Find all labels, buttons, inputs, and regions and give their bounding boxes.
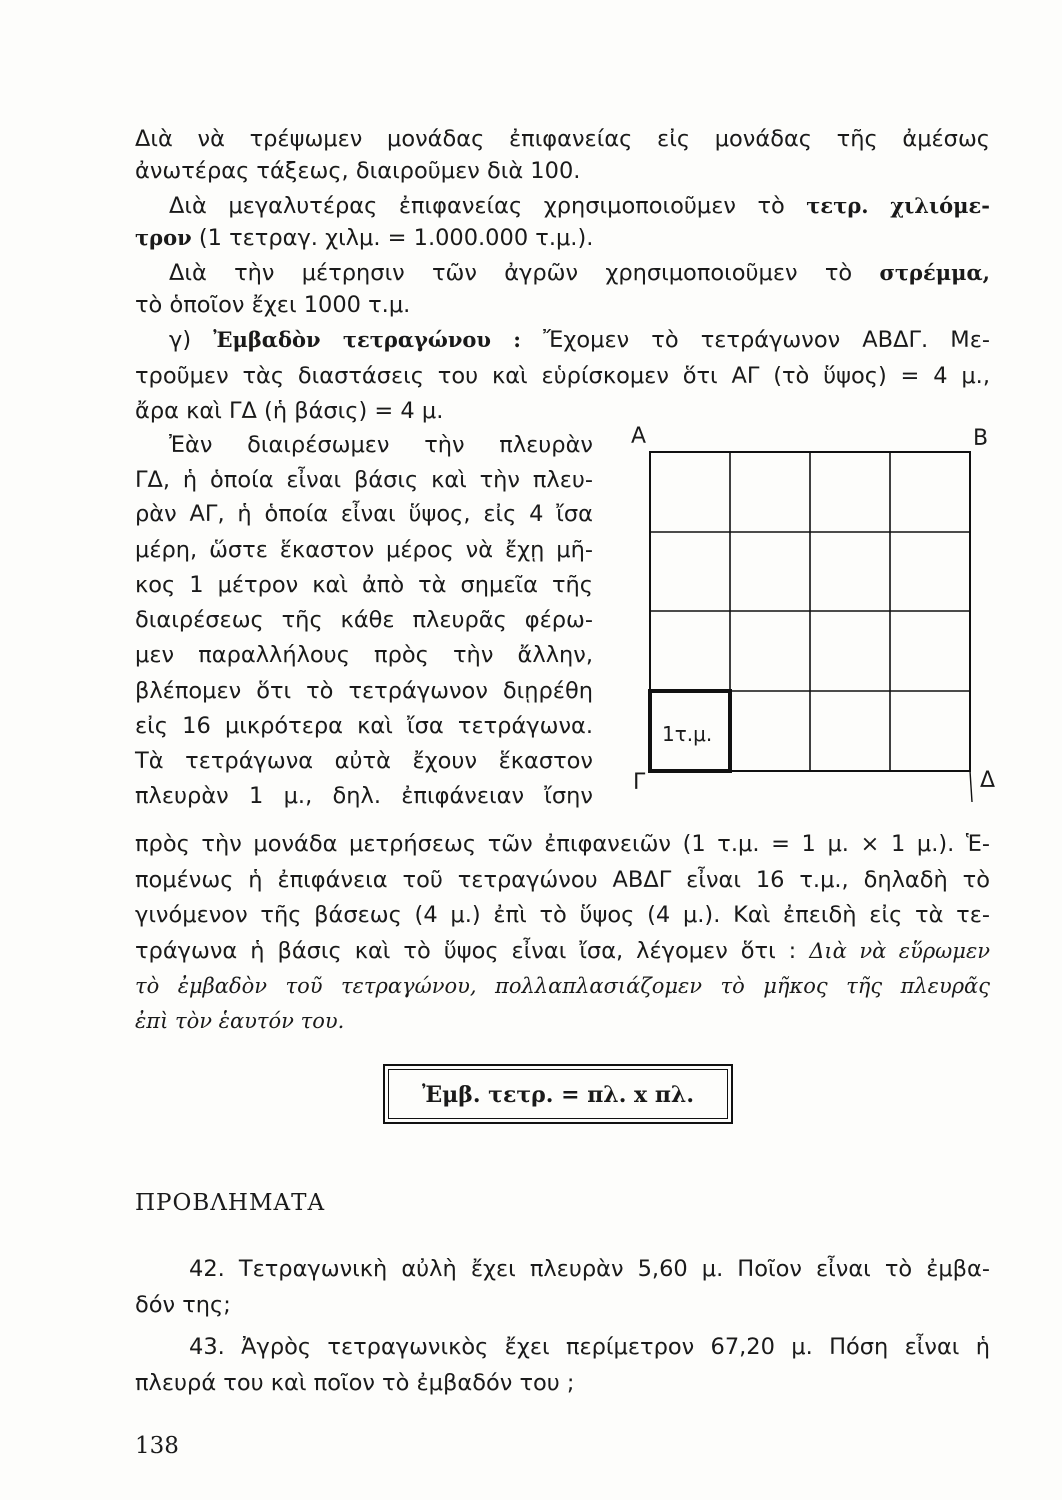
text-span: τράγωνα ἡ βάσις καὶ τὸ ὕψος εἶναι ἴσα, λέγομεν ὅτι : (135, 938, 810, 964)
term-square-kilometer: τετρ. χιλιόμε- (806, 193, 990, 218)
text-span: Διὰ μεγαλυτέρας ἐπιφανείας χρησιμοποιοῦμεν τὸ (169, 193, 807, 219)
text-line: ΓΔ, ἡ ὁποία εἶναι βάσις καὶ τὴν πλευ- (135, 467, 593, 493)
text-line: πλευρὰν 1 μ., δηλ. ἐπιφάνειαν ἴσην (135, 783, 593, 809)
vertex-label-g: Γ (633, 770, 646, 795)
vertex-label-b: Β (973, 426, 989, 451)
vertex-label-d: Δ (980, 768, 996, 793)
text-line: Διὰ νὰ τρέψωμεν μονάδας ἐπιφανείας εἰς μονάδας τῆς ἀμέσως (135, 126, 990, 152)
unit-square-label: 1τ.μ. (662, 722, 713, 746)
text-line (135, 227, 593, 250)
vertex-label-a: Α (631, 424, 647, 449)
text-line: ἄρα καὶ ΓΔ (ἡ βάσις) = 4 μ. (135, 398, 444, 424)
text-line: διαιρέσεως τῆς κάθε πλευρᾶς φέρω- (135, 607, 593, 633)
text-span: γ) (169, 327, 214, 353)
term-square-kilometer-end: τρον (135, 225, 192, 250)
term-stremma: στρέμμα, (879, 260, 990, 285)
text-line: πομένως ἡ ἐπιφάνεια τοῦ τετραγώνου ΑΒΔΓ εἶναι 16 τ.μ., δηλαδὴ τὸ (135, 867, 990, 893)
text-span: Διὰ τὴν μέτρησιν τῶν ἀγρῶν χρησιμοποιοῦμεν τὸ (169, 260, 880, 286)
text-line (135, 262, 990, 285)
text-line: Τὰ τετράγωνα αὐτὰ ἔχουν ἕκαστον (135, 748, 593, 774)
text-line: ρὰν ΑΓ, ἡ ὁποία εἶναι ὕψος, εἰς 4 ἴσα (135, 501, 593, 527)
text-span: Ἔχομεν τὸ τετράγωνον ΑΒΔΓ. Με- (521, 327, 990, 353)
section-title-square-area: Ἐμβαδὸν τετραγώνου : (213, 327, 522, 352)
text-line (135, 195, 990, 218)
text-line: μεν παραλλήλους πρὸς τὴν ἄλλην, (135, 642, 593, 668)
rule-text: τὸ ἐμβαδὸν τοῦ τετραγώνου, πολλαπλασιάζομεν τὸ μῆκος τῆς πλευρᾶς (135, 974, 990, 998)
rule-text: Διὰ νὰ εὕρωμεν (809, 939, 990, 963)
formula-box (383, 1064, 733, 1124)
text-span: (1 τετραγ. χιλμ. = 1.000.000 τ.μ.). (191, 225, 594, 251)
text-line: τροῦμεν τὰς διαστάσεις του καὶ εὑρίσκομεν ὅτι ΑΓ (τὸ ὕψος) = 4 μ., (135, 363, 990, 389)
page-number: 138 (135, 1433, 179, 1459)
text-line (135, 329, 990, 352)
text-line (135, 940, 990, 963)
problem-42: 42. Τετραγωνικὴ αὐλὴ ἔχει πλευρὰν 5,60 μ. Ποῖον εἶναι τὸ ἐμβα- (189, 1256, 990, 1282)
formula-text: Ἐμβ. τετρ. = πλ. x πλ. (421, 1082, 695, 1108)
problem-43-cont: πλευρά του καὶ ποῖον τὸ ἐμβαδόν του ; (135, 1370, 575, 1396)
text-line: εἰς 16 μικρότερα καὶ ἴσα τετράγωνα. (135, 713, 593, 739)
rule-text: ἐπὶ τὸν ἑαυτόν του. (135, 1009, 345, 1033)
corner-tick (970, 771, 972, 802)
text-line: κος 1 μέτρον καὶ ἀπὸ τὰ σημεῖα τῆς (135, 572, 593, 598)
text-line: μέρη, ὥστε ἕκαστον μέρος νὰ ἔχῃ μῆ- (135, 537, 593, 563)
text-line: πρὸς τὴν μονάδα μετρήσεως τῶν ἐπιφανειῶν (1 τ.μ. = 1 μ. × 1 μ.). Ἑ- (135, 831, 990, 857)
problem-42-cont: δόν της; (135, 1292, 231, 1318)
text-line: Ἐὰν διαιρέσωμεν τὴν πλευρὰν (169, 432, 593, 458)
problem-43: 43. Ἀγρὸς τετραγωνικὸς ἔχει περίμετρον 67,20 μ. Πόση εἶναι ἡ (189, 1334, 990, 1360)
text-line: τὸ ὁποῖον ἔχει 1000 τ.μ. (135, 292, 411, 318)
text-line: γινόμενον τῆς βάσεως (4 μ.) ἐπὶ τὸ ὕψος (4 μ.). Καὶ ἐπειδὴ εἰς τὰ τε- (135, 902, 990, 928)
text-line: βλέπομεν ὅτι τὸ τετράγωνον διῃρέθη (135, 678, 593, 704)
text-line: ἀνωτέρας τάξεως, διαιροῦμεν διὰ 100. (135, 158, 581, 184)
problems-heading: ΠΡΟΒΛΗΜΑΤΑ (135, 1190, 326, 1216)
